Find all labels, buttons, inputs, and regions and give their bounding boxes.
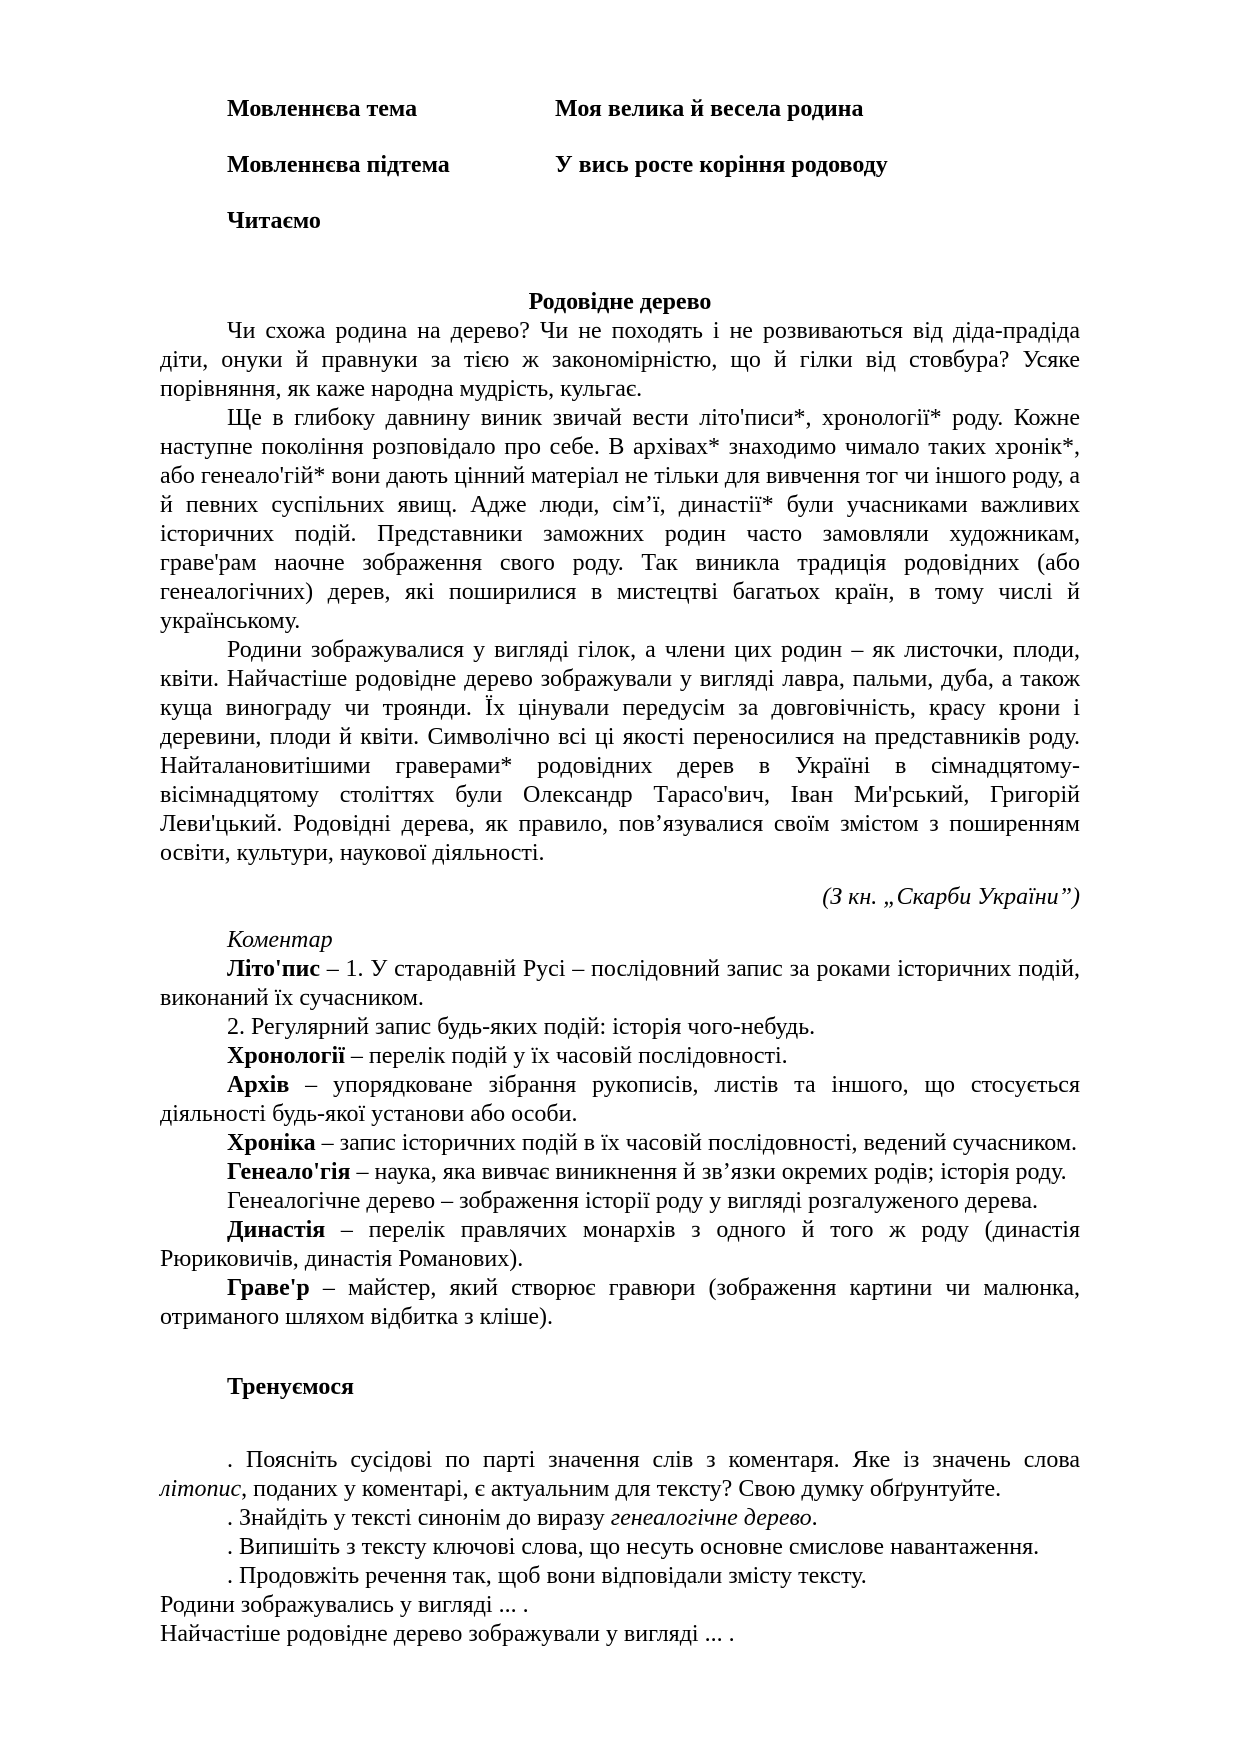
subtheme-label: Мовленнєва підтема [227,152,450,178]
theme-value: Моя велика й весела родина [555,96,864,122]
commentary-entry [160,1216,1080,1274]
entry-text: – перелік подій у їх часовій послідовності. [344,1043,788,1069]
article-paragraph-1: Чи схожа родина на дерево? Чи не походять і не розвиваються від діда-прадіда діти, онуки й правнуки за тією ж закономірністю, що й гілки від стовбура? Усяке порівняння, як каже народна мудрість, кульгає. [160,318,1080,402]
header-row-theme [160,95,1080,124]
reading-label: Читаємо [227,208,321,234]
entry-text: – 1. У стародавній Русі – послідовний запис за роками історичних подій, виконаний їх сучасником. [160,956,1080,1011]
commentary-entry [160,1013,1080,1042]
entry-term: Граве'р [227,1275,310,1301]
article-paragraph-3: Родини зображувалися у вигляді гілок, а члени цих родин – як листочки, плоди, квіти. Найчастіше родовідне дерево зображували у вигляді лавра, пальми, дуба, а також куща винограду чи троянди. Їх цінували передусім за довговічність, красу крони і деревини, плоди й квіти. Символічно всі ці якості переносилися на представників роду. Найталановитішими граверами* родовідних дерев в Україні в сімнадцятому-вісімнадцятому століттях були Олександр Тарасо'вич, Іван Ми'рський, Григорій Леви'цький. Родовідні дерева, як правило, пов’язувалися своїм змістом з поширенням освіти, культури, наукової діяльності. [160,637,1080,866]
practice-heading: Тренуємося [227,1374,354,1400]
theme-label: Мовленнєва тема [227,96,418,122]
commentary-entry [160,1274,1080,1332]
commentary-entry [160,1158,1080,1187]
exercise-text: , поданих у коментарі, є актуальним для тексту? Свою думку обґрунтуйте. [241,1476,1002,1502]
entry-text: – наука, яка вивчає виникнення й зв’язки окремих родів; історія роду. [350,1159,1067,1185]
exercise-text: . Знайдіть у тексті синонім до виразу [227,1505,611,1531]
commentary-entry [160,1129,1080,1158]
exercise-item-5: Родини зображувались у вигляді ... . [160,1592,529,1618]
entry-term: Династія [227,1217,326,1243]
exercise-text: . Поясніть сусідові по парті значення слів з коментаря. Яке із значень слова [227,1447,1080,1473]
header-row-subtheme [160,151,1080,180]
article-title: Родовідне дерево [528,289,712,315]
entry-term: Літо'пис [227,956,320,982]
exercise-text: . [811,1505,818,1531]
exercise-item-4: . Продовжіть речення так, щоб вони відповідали змісту тексту. [227,1563,867,1589]
entry-term: Хроніка [227,1130,316,1156]
entry-text: – перелік правлячих монархів з одного й того ж роду (династія Рюриковичів, династія Романових). [160,1217,1080,1272]
entry-text: – запис історичних подій в їх часовій послідовності, ведений сучасником. [315,1130,1078,1156]
entry-text: – майстер, який створює гравюри (зображення картини чи малюнка, отриманого шляхом відбитка з кліше). [160,1275,1080,1330]
entry-term: Генеало'гія [227,1159,351,1185]
commentary-entry [160,1042,1080,1071]
exercise-italic-term: літопис [160,1476,242,1502]
exercise-item-1 [160,1446,1080,1504]
exercise-item-6: Найчастіше родовідне дерево зображували у вигляді ... . [160,1621,735,1647]
entry-text: Генеалогічне дерево – зображення історії роду у вигляді розгалуженого дерева. [227,1188,1039,1214]
commentary-entry [160,955,1080,1013]
entry-text: 2. Регулярний запис будь-яких подій: історія чого-небудь. [227,1014,816,1040]
article-paragraph-2: Ще в глибоку давнину виник звичай вести літо'писи*, хронології* роду. Кожне наступне покоління розповідало про себе. В архівах* знаходимо чимало таких хронік*, або генеало'гій* вони дають цінний матеріал не тільки для вивчення тог чи іншого роду, а й певних суспільних явищ. Адже люди, сім’ї, династії* були учасниками важливих історичних подій. Представники заможних родин часто замовляли художникам, граве'рам наочне зображення свого роду. Так виникла традиція родовідних (або генеалогічних) дерев, які поширилися в мистецтві багатьох країн, в тому числі й українському. [160,405,1080,634]
exercise-item-3: . Випишіть з тексту ключові слова, що несуть основне смислове навантаження. [227,1534,1040,1560]
subtheme-value: У вись росте коріння родоводу [555,152,888,178]
entry-text: – упорядковане зібрання рукописів, листів та іншого, що стосується діяльності будь-якої установи або особи. [160,1072,1080,1127]
exercise-item-2 [160,1504,1080,1533]
commentary-entry [160,1071,1080,1129]
exercise-list [160,1446,1080,1649]
source-attribution: (З кн. „Скарби України”) [822,884,1080,910]
commentary-heading: Коментар [227,927,333,953]
header-row-reading [160,207,1080,236]
commentary-entry [160,1187,1080,1216]
entry-term: Хронології [227,1043,345,1069]
exercise-italic-term: генеалогічне дерево [610,1505,812,1531]
entry-term: Архів [227,1072,290,1098]
